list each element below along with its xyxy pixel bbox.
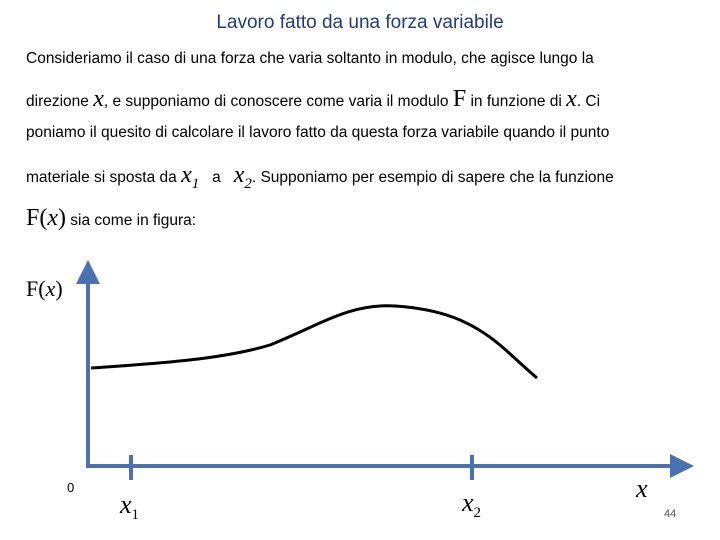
paragraph-line-3: poniamo il quesito di calcolare il lavoro fatto da questa forza variabile quando il punto: [26, 124, 610, 141]
math-F-of-x: F(x): [26, 205, 66, 231]
force-curve: [91, 306, 537, 378]
math-F: F: [452, 86, 467, 112]
text-segment: , e supponiamo di conoscere come varia il modulo: [103, 93, 453, 110]
text-segment: . Supponiamo per esempio di sapere che la funzione: [251, 169, 614, 186]
math-x: x: [93, 86, 104, 112]
text-segment: . Ci: [576, 93, 601, 110]
text-segment: in funzione di: [466, 93, 567, 110]
x1-label: $x_1$: [120, 490, 140, 524]
slide-title: Lavoro fatto da una forza variabile: [216, 12, 504, 33]
math-x: x: [566, 86, 577, 112]
paragraph-line-1: Consideriamo il caso di una forza che varia soltanto in modulo, che agisce lungo la: [26, 50, 594, 67]
origin-label: 0: [67, 480, 75, 495]
math-x1: $x_1$: [181, 162, 200, 192]
x2-label: $x_2$: [462, 488, 482, 522]
text-segment: materiale si sposta da: [26, 169, 182, 186]
math-x2: $x_2$: [233, 162, 252, 192]
text-segment: direzione: [26, 93, 94, 110]
page-number: 44: [664, 508, 677, 520]
x-axis-label: x: [636, 474, 648, 503]
text-segment: sia come in figura:: [66, 212, 197, 229]
text-segment: a: [199, 169, 234, 186]
y-axis-label: F(x): [26, 276, 63, 301]
